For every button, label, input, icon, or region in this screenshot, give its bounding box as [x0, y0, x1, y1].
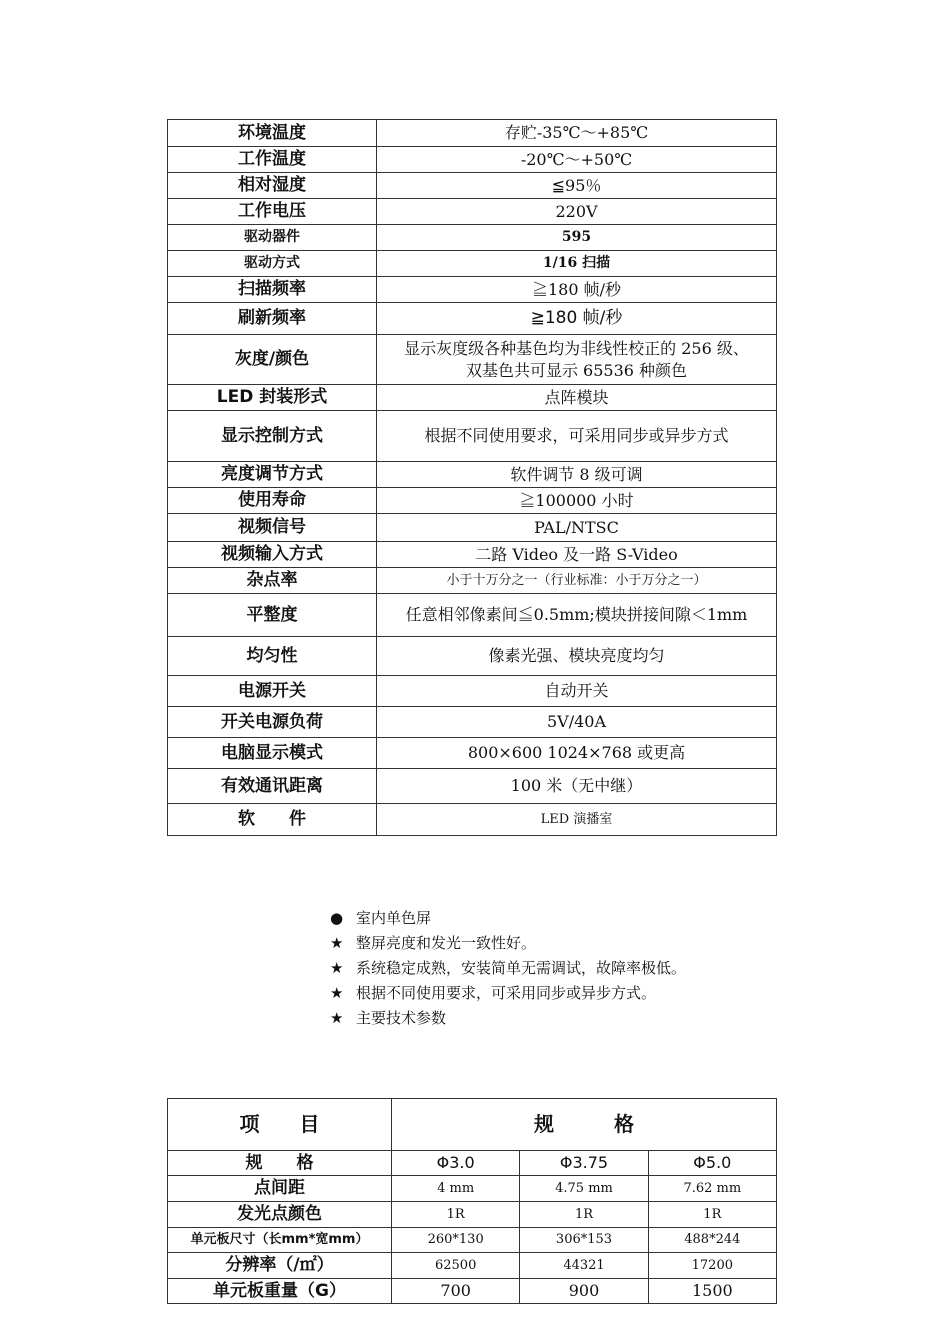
list-item-text: 室内单色屏 — [356, 909, 432, 927]
row-value: 100 米（无中继） — [377, 769, 777, 804]
row-key: 使用寿命 — [168, 488, 377, 514]
row-value: -20℃～+50℃ — [377, 147, 777, 173]
row-value: 800×600 1024×768 或更高 — [377, 738, 777, 769]
table-row — [168, 277, 777, 303]
row-key: 驱动方式 — [168, 251, 377, 277]
row-key: 工作电压 — [168, 199, 377, 225]
star-icon: ★ — [330, 1009, 344, 1027]
row-key: 有效通讯距离 — [168, 769, 377, 804]
row-value: 小于十万分之一（行业标准：小于万分之一） — [377, 568, 777, 594]
row-key: 灰度/颜色 — [168, 335, 377, 385]
row-value: 任意相邻像素间≦0.5mm;模块拼接间隙＜1mm — [377, 594, 777, 637]
list-item — [330, 906, 686, 931]
row-key: 亮度调节方式 — [168, 462, 377, 488]
row-key: 扫描频率 — [168, 277, 377, 303]
row-value: ≧100000 小时 — [377, 488, 777, 514]
row-value: PAL/NTSC — [377, 514, 777, 542]
row-key: LED 封装形式 — [168, 385, 377, 411]
row-key: 发光点颜色 — [168, 1202, 392, 1228]
list-item-text: 主要技术参数 — [356, 1009, 447, 1027]
cell: 4 mm — [392, 1176, 520, 1202]
cell: 1R — [648, 1202, 776, 1228]
table-row — [168, 568, 777, 594]
table-row — [168, 769, 777, 804]
header-spec: 规 格 — [392, 1099, 777, 1151]
row-key: 刷新频率 — [168, 303, 377, 335]
row-value: 软件调节 8 级可调 — [377, 462, 777, 488]
star-icon: ★ — [330, 934, 344, 952]
table-header-row — [168, 1099, 777, 1151]
row-value: 595 — [377, 225, 777, 251]
module-spec-table — [167, 1098, 777, 1304]
table-row — [168, 1279, 777, 1304]
table-row — [168, 804, 777, 836]
cell: Φ5.0 — [648, 1151, 776, 1176]
table-row — [168, 173, 777, 199]
row-key: 电脑显示模式 — [168, 738, 377, 769]
row-key: 开关电源负荷 — [168, 707, 377, 738]
table-row — [168, 251, 777, 277]
list-item — [330, 956, 686, 981]
bullet-icon: ● — [330, 909, 344, 927]
table-row — [168, 514, 777, 542]
star-icon: ★ — [330, 959, 344, 977]
list-item — [330, 981, 686, 1006]
table-row — [168, 1176, 777, 1202]
row-key: 分辨率（/㎡） — [168, 1253, 392, 1279]
row-value: ≧180 帧/秒 — [377, 277, 777, 303]
table-row — [168, 1202, 777, 1228]
table-row — [168, 594, 777, 637]
row-key: 工作温度 — [168, 147, 377, 173]
table-row — [168, 676, 777, 707]
row-key: 平整度 — [168, 594, 377, 637]
table-row — [168, 120, 777, 147]
row-key: 单元板重量（G） — [168, 1279, 392, 1304]
row-value: 显示灰度级各种基色均为非线性校正的 256 级、双基色共可显示 65536 种颜色 — [377, 335, 777, 385]
feature-list — [330, 906, 686, 1031]
row-value: ≦95％ — [377, 173, 777, 199]
cell: 1500 — [648, 1279, 776, 1304]
table-row — [168, 335, 777, 385]
row-key: 杂点率 — [168, 568, 377, 594]
list-item-text: 整屏亮度和发光一致性好。 — [356, 934, 537, 952]
row-key: 环境温度 — [168, 120, 377, 147]
table-row — [168, 707, 777, 738]
cell: 488*244 — [648, 1228, 776, 1253]
table-row — [168, 488, 777, 514]
row-value: ≧180 帧/秒 — [377, 303, 777, 335]
row-key: 显示控制方式 — [168, 411, 377, 462]
cell: 62500 — [392, 1253, 520, 1279]
row-value: 根据不同使用要求，可采用同步或异步方式 — [377, 411, 777, 462]
cell: Φ3.0 — [392, 1151, 520, 1176]
row-value: 存贮-35℃～+85℃ — [377, 120, 777, 147]
row-value: 5V/40A — [377, 707, 777, 738]
table-row — [168, 637, 777, 676]
table-row — [168, 303, 777, 335]
cell: 1R — [520, 1202, 648, 1228]
row-key: 视频输入方式 — [168, 542, 377, 568]
table-row — [168, 385, 777, 411]
specs-table — [167, 119, 777, 836]
cell: 44321 — [520, 1253, 648, 1279]
row-key: 相对湿度 — [168, 173, 377, 199]
row-value: 220V — [377, 199, 777, 225]
row-value: 自动开关 — [377, 676, 777, 707]
table-row — [168, 411, 777, 462]
list-item — [330, 1006, 686, 1031]
cell: 7.62 mm — [648, 1176, 776, 1202]
row-value: 二路 Video 及一路 S-Video — [377, 542, 777, 568]
row-value: 像素光强、模块亮度均匀 — [377, 637, 777, 676]
table-row — [168, 1151, 777, 1176]
row-key: 均匀性 — [168, 637, 377, 676]
table-row — [168, 225, 777, 251]
cell: 1R — [392, 1202, 520, 1228]
table-row — [168, 462, 777, 488]
row-value: 点阵模块 — [377, 385, 777, 411]
header-item: 项 目 — [168, 1099, 392, 1151]
row-key: 电源开关 — [168, 676, 377, 707]
row-value: LED 演播室 — [377, 804, 777, 836]
cell: 4.75 mm — [520, 1176, 648, 1202]
row-key: 软 件 — [168, 804, 377, 836]
row-value: 1/16 扫描 — [377, 251, 777, 277]
star-icon: ★ — [330, 984, 344, 1002]
row-key: 单元板尺寸（长mm*宽mm） — [168, 1228, 392, 1253]
row-key: 规 格 — [168, 1151, 392, 1176]
cell: 900 — [520, 1279, 648, 1304]
cell: Φ3.75 — [520, 1151, 648, 1176]
list-item-text: 根据不同使用要求，可采用同步或异步方式。 — [356, 984, 657, 1002]
cell: 260*130 — [392, 1228, 520, 1253]
cell: 700 — [392, 1279, 520, 1304]
table-row — [168, 199, 777, 225]
table-row — [168, 147, 777, 173]
row-key: 点间距 — [168, 1176, 392, 1202]
row-key: 驱动器件 — [168, 225, 377, 251]
row-key: 视频信号 — [168, 514, 377, 542]
table-row — [168, 738, 777, 769]
cell: 17200 — [648, 1253, 776, 1279]
list-item — [330, 931, 686, 956]
cell: 306*153 — [520, 1228, 648, 1253]
list-item-text: 系统稳定成熟，安装简单无需调试，故障率极低。 — [356, 959, 687, 977]
table-row — [168, 1228, 777, 1253]
table-row — [168, 542, 777, 568]
table-row — [168, 1253, 777, 1279]
